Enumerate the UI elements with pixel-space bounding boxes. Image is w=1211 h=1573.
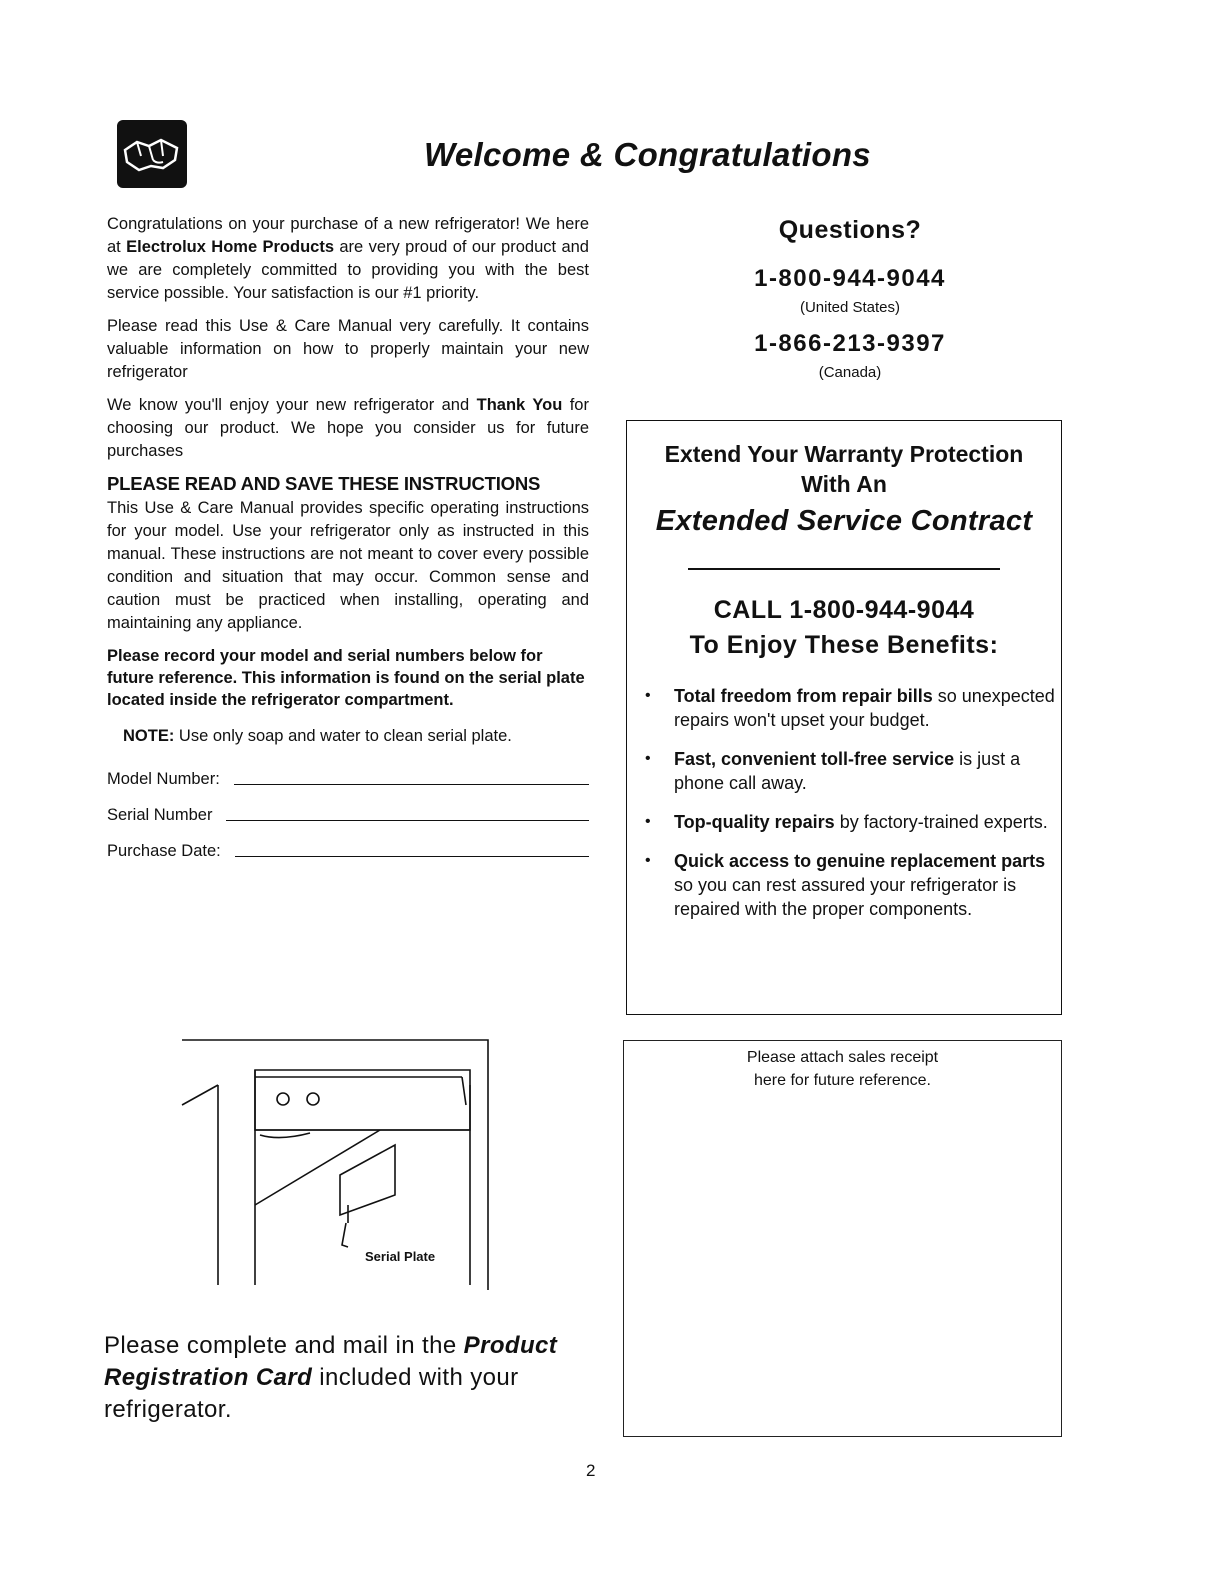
warranty-heading-line-1: Extend Your Warranty Protection — [664, 441, 1024, 467]
warranty-box — [626, 420, 1062, 1015]
receipt-line-1: Please attach sales receipt — [746, 1049, 939, 1066]
us-label: (United States) — [799, 299, 901, 316]
instructions-heading: PLEASE READ AND SAVE THESE INSTRUCTIONS — [107, 473, 541, 494]
questions-block — [640, 216, 1060, 381]
warranty-call-number[interactable]: CALL 1-800-944-9044 — [713, 596, 975, 624]
benefit-item: • Top-quality repairs by factory-trained experts. — [645, 812, 1048, 832]
warranty-heading — [627, 439, 1061, 499]
serial-number-field[interactable] — [107, 789, 589, 825]
warranty-benefits-heading: To Enjoy These Benefits: — [689, 631, 999, 659]
page-title: Welcome & Congratulations — [424, 136, 871, 173]
receipt-line-2: here for future reference. — [754, 1072, 931, 1089]
warranty-divider — [688, 568, 1000, 570]
bullet-icon: • — [645, 852, 651, 869]
handshake-logo — [117, 120, 187, 188]
benefit-item: • Total freedom from repair bills so unexpected repairs won't upset your budget. — [645, 686, 1055, 730]
handshake-icon — [117, 120, 187, 188]
benefit-item: • Quick access to genuine replacement parts so you can rest assured your refrigerator is repaired with the proper components. — [645, 851, 1046, 919]
intro-paragraph-3: We know you'll enjoy your new refrigerator and Thank You for choosing our product. We hope you consider us for future purchases — [107, 396, 589, 460]
serial-number-label: Serial Number — [107, 806, 213, 824]
sales-receipt-area[interactable] — [623, 1040, 1062, 1437]
intro-paragraph-1: Congratulations on your purchase of a new refrigerator! We here at Electrolux Home Products are very proud of our product and we are completely committed to providing you with the best service possible. Your satisfaction is our #1 priority. — [107, 215, 589, 302]
benefit-item: • Fast, convenient toll-free service is just a phone call away. — [645, 749, 1021, 793]
refrigerator-interior-drawing — [170, 1035, 500, 1295]
left-column — [107, 213, 589, 861]
purchase-date-line[interactable] — [235, 856, 589, 857]
purchase-date-field[interactable] — [107, 825, 589, 861]
serial-plate-label: Serial Plate — [365, 1249, 436, 1264]
cleaning-note: NOTE: Use only soap and water to clean serial plate. — [123, 727, 512, 745]
intro-paragraph-2: Please read this Use & Care Manual very carefully. It contains valuable information on how to properly maintain your new refrigerator — [107, 317, 589, 381]
warranty-heading-line-2: With An — [801, 471, 887, 497]
canada-phone-number[interactable]: 1-866-213-9397 — [754, 330, 946, 357]
serial-plate-diagram — [170, 1035, 500, 1295]
registration-reminder: Please complete and mail in the Product Registration Card included with your refrigerator. — [104, 1332, 558, 1423]
bullet-icon: • — [645, 813, 651, 830]
receipt-instructions — [624, 1046, 1061, 1092]
model-number-label: Model Number: — [107, 770, 220, 788]
benefits-list — [627, 684, 1061, 921]
extended-service-contract-title: Extended Service Contract — [655, 505, 1033, 537]
page-number: 2 — [586, 1461, 596, 1480]
bullet-icon: • — [645, 750, 651, 767]
us-phone-number[interactable]: 1-800-944-9044 — [754, 265, 946, 292]
serial-number-line[interactable] — [226, 820, 589, 821]
record-numbers-note: Please record your model and serial numbers below for future reference. This information is found on the serial plate located inside the refrigerator compartment. — [107, 647, 585, 709]
canada-label: (Canada) — [818, 364, 882, 381]
instructions-body: This Use & Care Manual provides specific operating instructions for your model. Use your refrigerator only as instructed in this manual. These instructions are not meant to cover every possible condition and situation that may occur. Common sense and caution must be practiced when installing, operating and maintaining any appliance. — [107, 499, 589, 632]
model-number-field[interactable] — [107, 753, 589, 789]
purchase-date-label: Purchase Date: — [107, 842, 221, 860]
bullet-icon: • — [645, 687, 651, 704]
model-number-line[interactable] — [234, 784, 589, 785]
questions-heading: Questions? — [778, 216, 922, 244]
